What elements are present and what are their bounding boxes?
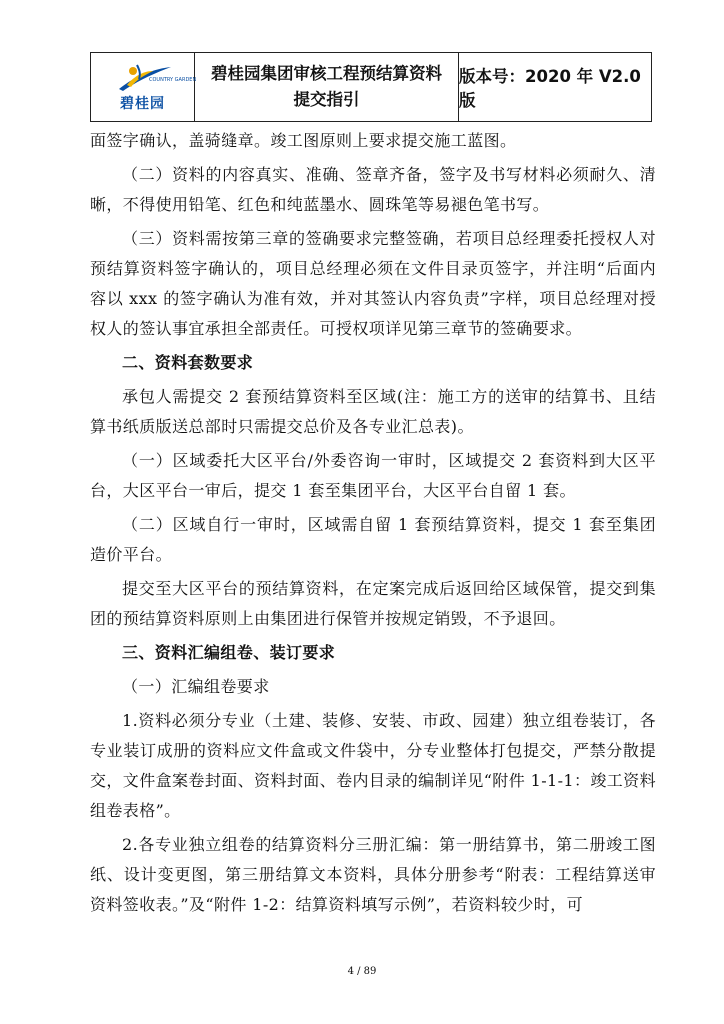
paragraph: 1.资料必须分专业（土建、装修、安装、市政、园建）独立组卷装订，各专业装订成册的资料应文件盒或文件袋中，分专业整体打包提交，严禁分散提交，文件盒案卷封面、资料封面、卷内目录的编制详见“附件 1-1-1：竣工资料组卷表格”。 (90, 711, 656, 820)
title-line-2: 提交指引 (293, 90, 360, 109)
page-number: 4 / 89 (347, 966, 377, 977)
title-line-1: 碧桂园集团审核工程预结算资料 (211, 64, 442, 83)
section-heading: 三、资料汇编组卷、装订要求 (122, 643, 336, 662)
paragraph: 面签字确认，盖骑缝章。竣工图原则上要求提交施工蓝图。 (90, 131, 517, 150)
paragraph: （三）资料需按第三章的签确要求完整签确，若项目总经理委托授权人对预结算资料签字确认的，项目总经理必须在文件目录页签字，并注明“后面内容以 xxx 的签字确认为准有效，并对其签认内容负责”字样，项目总经理对授权人的签认事宜承担全部责任。可授权项详见第三章节的签确要求。 (90, 229, 656, 338)
svg-text:COUNTRY GARDEN: COUNTRY GARDEN (148, 77, 196, 83)
paragraph: （二）资料的内容真实、准确、签章齐备，签字及书写材料必须耐久、清晰，不得使用铅笔、红色和纯蓝墨水、圆珠笔等易褪色笔书写。 (90, 165, 656, 214)
paragraph: 提交至大区平台的预结算资料，在定案完成后返回给区域保管，提交到集团的预结算资料原则上由集团进行保管并按规定销毁，不予退回。 (90, 579, 656, 628)
paragraph: （二）区域自行一审时，区域需自留 1 套预结算资料，提交 1 套至集团造价平台。 (90, 515, 656, 564)
document-body (90, 126, 656, 924)
paragraph: 承包人需提交 2 套预结算资料至区域(注：施工方的送审的结算书、且结算书纸质版送总部时只需提交总价及各专业汇总表)。 (90, 387, 656, 436)
paragraph: （一）区域委托大区平台/外委咨询一审时，区域提交 2 套资料到大区平台，大区平台一审后，提交 1 套至集团平台，大区平台自留 1 套。 (90, 451, 656, 500)
version-label: 版本号：2020 年 V2.0 版 (459, 67, 641, 110)
paragraph: 2.各专业独立组卷的结算资料分三册汇编：第一册结算书，第二册竣工图纸、设计变更图，第三册结算文本资料，具体分册参考“附表：工程结算送审资料签收表。”及“附件 1-2：结算资料填写示例”，若资料较少时，可 (90, 835, 656, 914)
subsection-heading: （一）汇编组卷要求 (122, 677, 270, 696)
section-heading: 二、资料套数要求 (122, 353, 254, 372)
country-garden-logo-icon (111, 61, 196, 95)
logo-text: 碧桂园 (120, 96, 165, 112)
document-header (90, 52, 652, 122)
logo-cell (91, 53, 195, 121)
document-title (195, 53, 459, 121)
